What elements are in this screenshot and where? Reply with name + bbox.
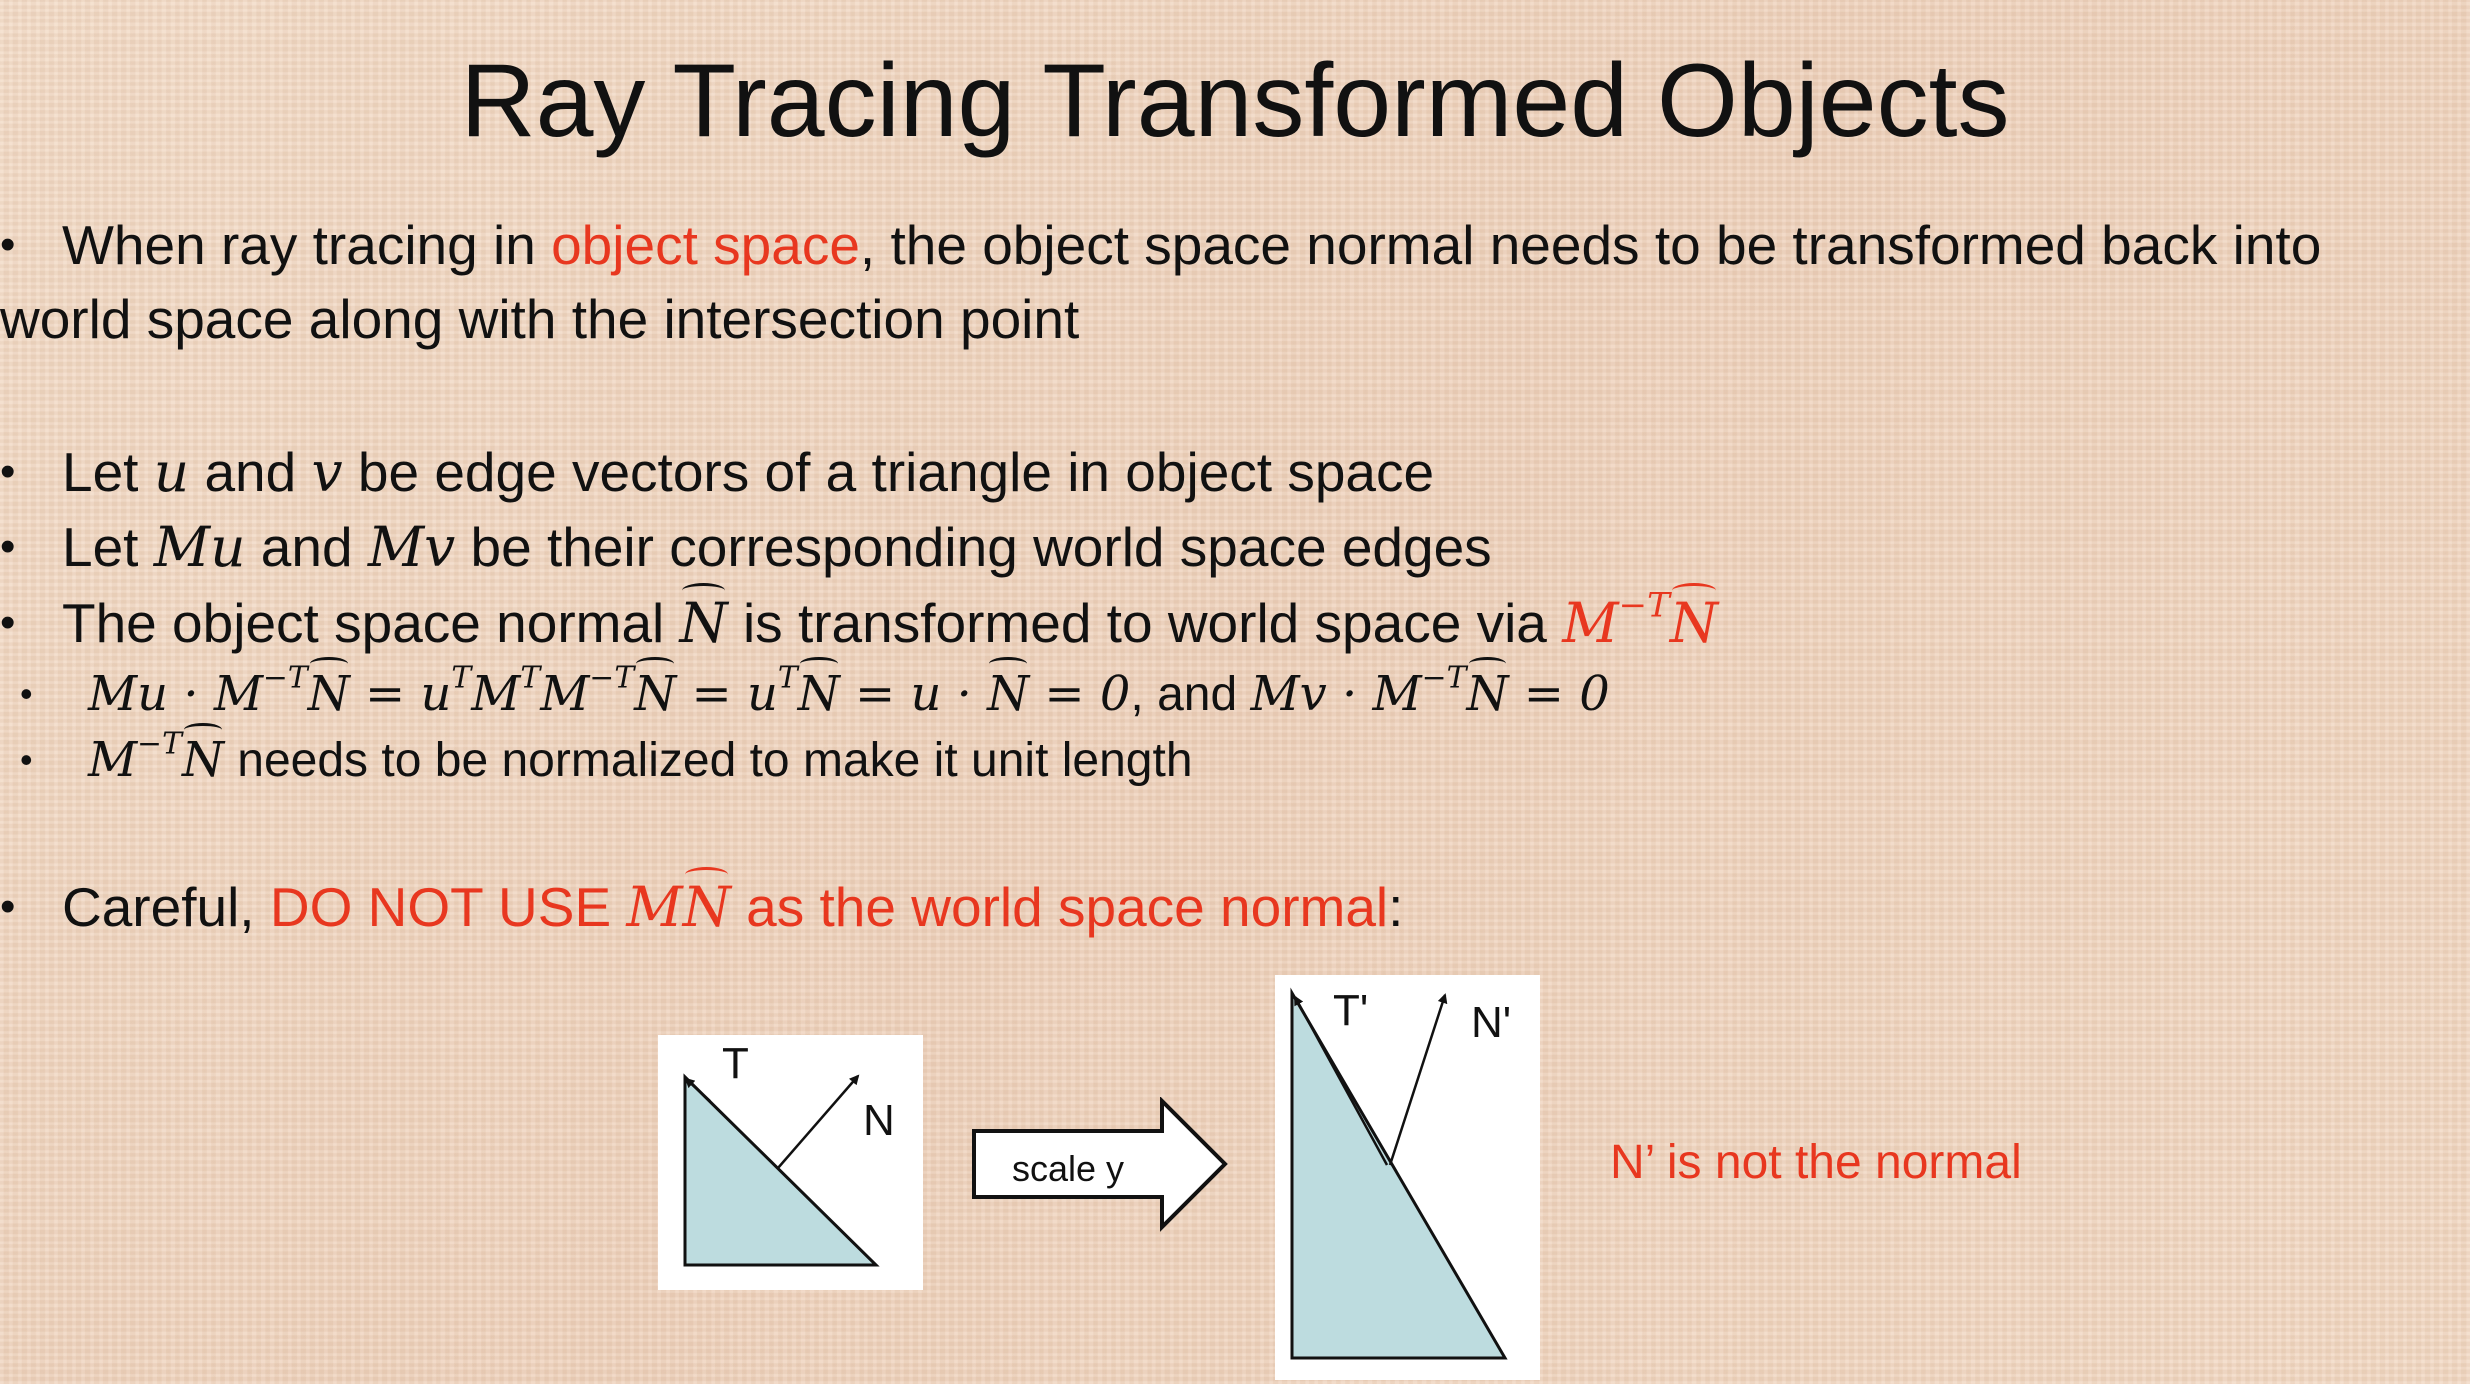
bullet-text (62, 585, 1718, 658)
scaled-triangle-svg (1275, 975, 1540, 1380)
bullet-text (62, 512, 1492, 582)
math-v: v (311, 440, 343, 504)
bullet-dot: • (0, 220, 16, 269)
math-sup: −T (262, 660, 308, 696)
sub-bullet-normalize (0, 728, 2470, 792)
math-N-hat: N (798, 662, 840, 726)
math-sup: −T (1421, 660, 1467, 696)
math-Mu: Mu (153, 515, 246, 579)
math-segment: Mu · M (88, 666, 263, 722)
math-N-hat: N (182, 728, 224, 792)
label-T: T (722, 1039, 749, 1088)
normal-prime-arrow (1390, 995, 1445, 1165)
bullet-text (62, 437, 1434, 507)
text-segment: be edge vectors of a triangle in object space (342, 441, 1435, 503)
math-sup: −T (1618, 585, 1670, 626)
scale-y-arrow (970, 1097, 1230, 1232)
math-segment: = u (349, 666, 452, 722)
math-sup: T (451, 660, 472, 696)
label-N-prime: N' (1471, 998, 1512, 1047)
bullet-careful (0, 872, 2470, 942)
bullet-world-edges (0, 512, 2470, 582)
sub-bullet-text (88, 728, 1193, 793)
math-N-hat: N (987, 662, 1029, 726)
normal-arrow (778, 1076, 858, 1168)
bullet-dot: • (0, 882, 16, 931)
warning-text: DO NOT USE (269, 876, 627, 938)
text-segment: is transformed to world space via (727, 592, 1563, 654)
text-segment: : (1388, 876, 1404, 938)
bullet-dot: • (0, 522, 16, 571)
math-sup: −T (589, 660, 635, 696)
math-M: M (626, 875, 683, 939)
math-sup: T (520, 660, 541, 696)
text-segment: Let (62, 516, 154, 578)
scale-y-label: scale y (1012, 1148, 1125, 1189)
bullet-edge-vectors (0, 437, 2470, 507)
math-segment: M (540, 666, 590, 722)
math-u: u (153, 440, 190, 504)
caption-not-normal: N’ is not the normal (1610, 1136, 2022, 1189)
text-segment: be their corresponding world space edges (455, 516, 1492, 578)
text-segment: When ray tracing in (62, 214, 552, 276)
math-segment: = u · (839, 666, 988, 722)
bullet-dot: • (20, 673, 33, 714)
text-segment: and (245, 516, 368, 578)
bullet-object-space (0, 210, 2470, 350)
bullet-dot: • (0, 447, 16, 496)
original-triangle-figure (658, 1035, 923, 1290)
math-sup: T (777, 660, 798, 696)
sub-bullet-orthogonality (0, 662, 2470, 726)
math-segment: = 0 (1029, 666, 1131, 722)
math-N-hat: N (683, 872, 731, 942)
math-segment: Mv · M (1250, 666, 1422, 722)
warning-text: as the world space normal (730, 876, 1389, 938)
text-segment: The object space normal (62, 592, 680, 654)
math-N-hat: N (680, 588, 728, 658)
text-segment: Let (62, 441, 154, 503)
math-sup: −T (137, 726, 182, 762)
text-segment: needs to be normalized to make it unit length (223, 734, 1193, 787)
bullet-normal-transform (0, 585, 2470, 658)
highlight-object-space: object space (551, 214, 860, 276)
bullet-dot: • (0, 598, 16, 647)
original-triangle (685, 1077, 876, 1265)
text-segment: and (189, 441, 312, 503)
math-N-hat: N (634, 662, 676, 726)
math-segment: = u (676, 666, 778, 722)
label-N: N (863, 1096, 895, 1145)
math-N-hat: N (1670, 588, 1718, 658)
text-segment: Careful, (62, 876, 270, 938)
math-N-hat: N (1466, 662, 1508, 726)
bullet-text (62, 210, 2321, 280)
bullet-dot: • (20, 739, 33, 780)
bullet-wrap-line: world space along with the intersection point (0, 288, 1080, 350)
scale-arrow-svg (970, 1097, 1230, 1232)
math-N-hat: N (308, 662, 350, 726)
text-segment: , and (1130, 668, 1251, 721)
bullet-text (62, 872, 1403, 942)
math-segment: = 0 (1508, 666, 1610, 722)
math-segment: M (471, 666, 521, 722)
label-T-prime: T' (1333, 986, 1369, 1035)
math-M: M (88, 732, 138, 788)
math-M: M (1562, 591, 1619, 655)
text-segment: , the object space normal needs to be transformed back into (859, 214, 2322, 276)
sub-bullet-text (88, 662, 1610, 727)
slide-title: Ray Tracing Transformed Objects (460, 43, 2010, 159)
math-Mv: Mv (367, 515, 456, 579)
original-triangle-svg (658, 1035, 923, 1290)
scaled-triangle-figure (1275, 975, 1540, 1380)
